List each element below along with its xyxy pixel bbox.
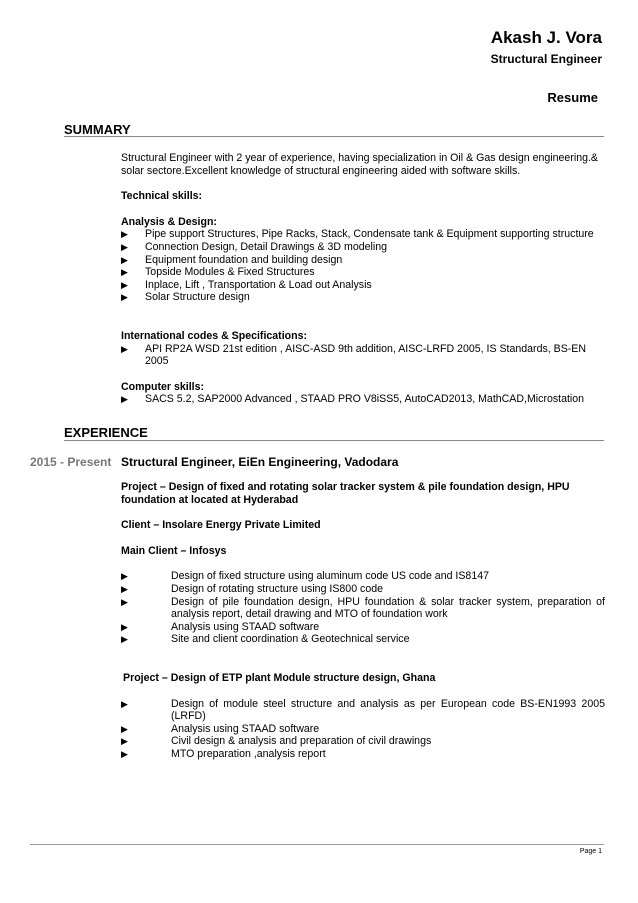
experience-heading: EXPERIENCE: [64, 425, 148, 440]
bullet-arrow-icon: ▶: [121, 279, 128, 290]
bullet-arrow-icon: ▶: [121, 292, 128, 303]
codes-list: [121, 343, 605, 368]
computer-skills-label: Computer skills:: [121, 380, 205, 393]
list-item: ▶ Civil design & analysis and preparation of civil drawings: [121, 735, 432, 748]
document-label: Resume: [547, 90, 598, 105]
client-line: Client – Insolare Energy Private Limited: [121, 519, 321, 532]
job-title: Structural Engineer, EiEn Engineering, Vadodara: [121, 455, 399, 469]
candidate-role: Structural Engineer: [490, 52, 602, 66]
computer-skills-list: [121, 393, 605, 406]
footer-divider: [30, 844, 604, 845]
list-item: ▶ Inplace, Lift , Transportation & Load out Analysis: [121, 278, 372, 291]
bullet-arrow-icon: ▶: [121, 267, 128, 278]
project-1-list: [121, 570, 605, 646]
analysis-design-list: [121, 228, 605, 304]
candidate-name: Akash J. Vora: [490, 28, 602, 47]
list-item: ▶ Analysis using STAAD software: [121, 620, 320, 633]
project-2-list: [121, 698, 605, 761]
summary-body: [121, 152, 605, 406]
bullet-arrow-icon: ▶: [121, 343, 128, 354]
list-item: ▶ Design of fixed structure using aluminum code US code and IS8147: [121, 570, 489, 583]
bullet-arrow-icon: ▶: [121, 634, 128, 645]
job-date-range: 2015 - Present: [30, 455, 112, 469]
bullet-arrow-icon: ▶: [121, 621, 128, 632]
list-item: ▶ Connection Design, Detail Drawings & 3D modeling: [121, 240, 388, 253]
list-item: ▶ Pipe support Structures, Pipe Racks, Stack, Condensate tank & Equipment supporting structure: [121, 228, 594, 241]
main-client-line: Main Client – Infosys: [121, 544, 227, 557]
codes-label: International codes & Specifications:: [121, 329, 308, 342]
bullet-arrow-icon: ▶: [121, 698, 128, 709]
bullet-arrow-icon: ▶: [121, 748, 128, 759]
list-item: ▶ API RP2A WSD 21st edition , AISC-ASD 9th addition, AISC-LRFD 2005, IS Standards, BS-EN 2005: [121, 342, 587, 368]
bullet-arrow-icon: ▶: [121, 571, 128, 582]
bullet-arrow-icon: ▶: [121, 583, 128, 594]
summary-intro: Structural Engineer with 2 year of experience, having specialization in Oil & Gas design engineering.& solar sectore.Excellent knowledge of structural engineering aided with software skills.: [121, 152, 598, 177]
list-item: ▶ Design of pile foundation design, HPU foundation & solar tracker system, preparation of analysis report, detail drawing and MTO of foundation work: [121, 595, 605, 621]
summary-divider: [64, 136, 604, 137]
project-1-title: Project – Design of fixed and rotating solar tracker system & pile foundation design, HPU foundation at located at Hyderabad: [121, 481, 570, 506]
list-item: ▶ Site and client coordination & Geotechnical service: [121, 633, 410, 646]
list-item: ▶ Analysis using STAAD software: [121, 722, 320, 735]
bullet-arrow-icon: ▶: [121, 596, 128, 607]
experience-body: [121, 481, 605, 761]
bullet-arrow-icon: ▶: [121, 736, 128, 747]
page-number: Page 1: [579, 848, 602, 855]
analysis-design-label: Analysis & Design:: [121, 215, 217, 228]
list-item: ▶ Equipment foundation and building design: [121, 253, 343, 266]
list-item: ▶ Design of module steel structure and analysis as per European code BS-EN1993 2005 (LRFD): [121, 697, 605, 723]
summary-heading: SUMMARY: [64, 122, 131, 137]
list-item: ▶ Topside Modules & Fixed Structures: [121, 266, 315, 279]
technical-skills-label: Technical skills:: [121, 190, 203, 203]
bullet-arrow-icon: ▶: [121, 241, 128, 252]
project-2-title: Project – Design of ETP plant Module structure design, Ghana: [123, 671, 436, 684]
bullet-arrow-icon: ▶: [121, 723, 128, 734]
list-item: ▶ Solar Structure design: [121, 291, 250, 304]
list-item: ▶ Design of rotating structure using IS800 code: [121, 582, 383, 595]
bullet-arrow-icon: ▶: [121, 229, 128, 240]
experience-divider: [64, 440, 604, 441]
bullet-arrow-icon: ▶: [121, 394, 128, 405]
list-item: ▶ SACS 5.2, SAP2000 Advanced , STAAD PRO V8iSS5, AutoCAD2013, MathCAD,Microstation: [121, 393, 585, 406]
list-item: ▶ MTO preparation ,analysis report: [121, 747, 326, 760]
bullet-arrow-icon: ▶: [121, 254, 128, 265]
